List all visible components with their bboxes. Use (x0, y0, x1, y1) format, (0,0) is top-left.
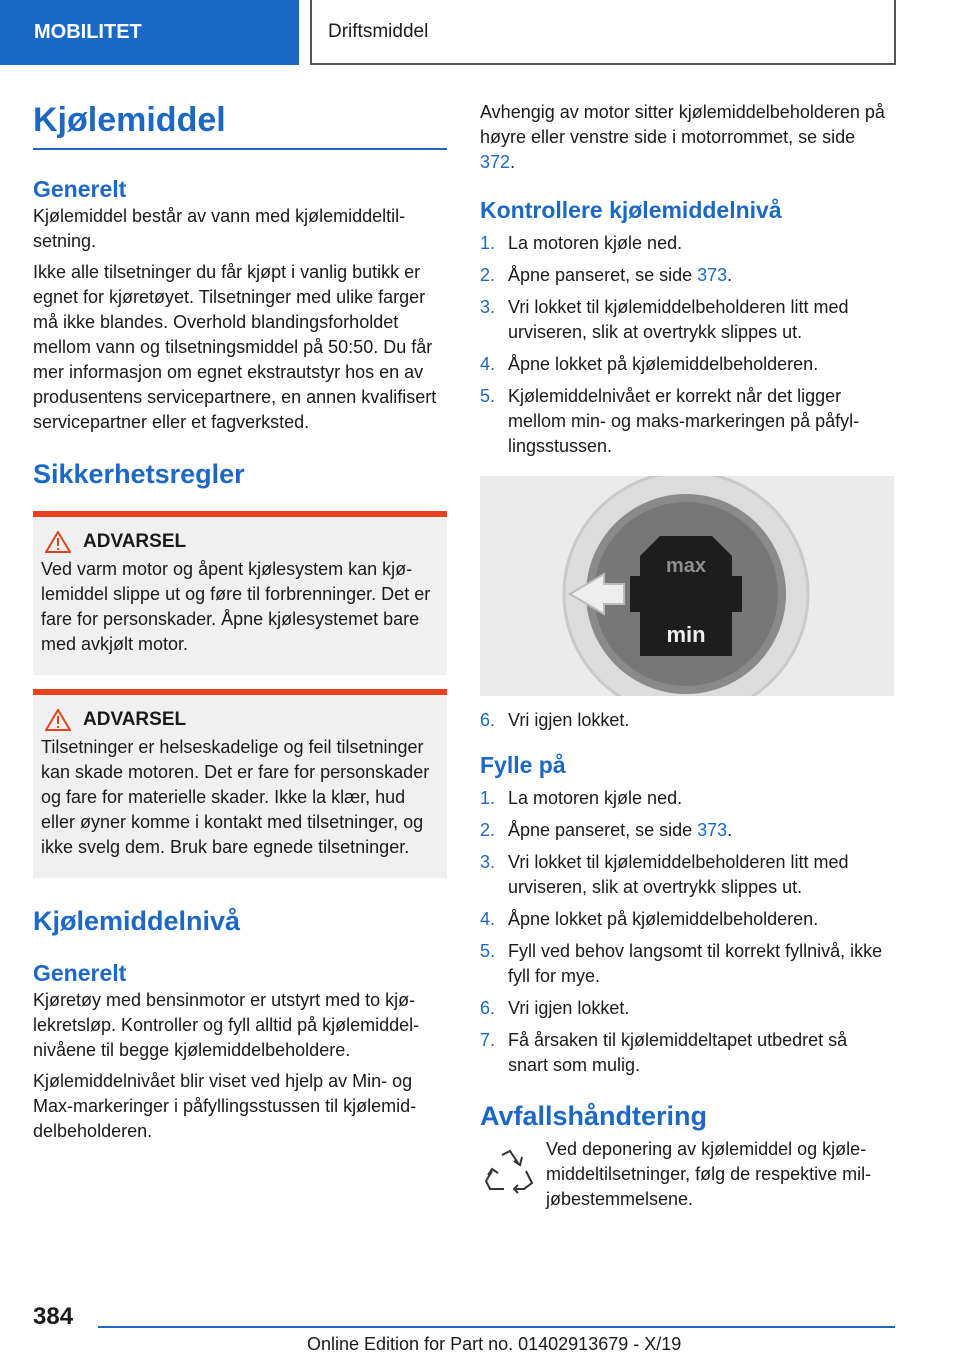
level-general-heading: Generelt (33, 960, 127, 986)
step-text-main: Åpne panseret, se side (508, 265, 698, 285)
list-item (480, 850, 892, 900)
warning-box-2 (33, 689, 447, 878)
step-number: 4. (480, 909, 496, 929)
list-item (480, 907, 892, 932)
page-title: Kjølemiddel (33, 100, 447, 150)
intro-paragraph (480, 100, 892, 175)
list-item (480, 384, 892, 459)
step-text-main: La motoren kjøle ned. (508, 233, 683, 253)
step-text (508, 907, 818, 932)
list-item (480, 996, 892, 1021)
list-item (480, 786, 892, 811)
chapter-header (310, 0, 896, 65)
step-text (508, 818, 732, 843)
step-text (508, 384, 892, 459)
list-item (480, 263, 892, 288)
step-text-main: La motoren kjøle ned. (508, 788, 683, 808)
step-number: 5. (480, 941, 496, 961)
fill-heading: Fylle på (480, 752, 566, 778)
list-item (480, 352, 892, 377)
step-text-main: Åpne panseret, se side (508, 820, 698, 840)
step-text-end: . (727, 265, 733, 285)
edition-text: Online Edition for Part no. 01402913679 - X/19 (307, 1334, 682, 1354)
check-steps-list (480, 231, 892, 459)
step-text (508, 1028, 892, 1078)
step-text-main: Vri lokket til kjølemiddelbeholderen litt med urviseren, slik at overtrykk slippes ut. (508, 852, 849, 897)
step-number: 3. (480, 852, 496, 872)
min-marking: min (666, 622, 706, 647)
step-number: 1. (480, 233, 496, 253)
general-paragraph-1: Kjølemiddel består av vann med kjølemiddeltilsetning. (33, 206, 406, 251)
page-link[interactable]: 373 (697, 265, 728, 285)
page-number: 384 (33, 1303, 74, 1330)
step-text (508, 263, 732, 288)
list-item (480, 1028, 892, 1078)
check-heading: Kontrollere kjølemiddelnivå (480, 197, 782, 223)
warning-triangle-icon (45, 709, 71, 731)
right-column (480, 100, 892, 1212)
warning-triangle-icon (45, 531, 71, 553)
page-link[interactable]: 373 (697, 820, 728, 840)
intro-end: . (510, 152, 516, 172)
step-text (508, 786, 682, 811)
coolant-reservoir-figure (480, 476, 894, 696)
step-text-main: Vri igjen lokket. (508, 998, 630, 1018)
disposal-text: Ved deponering av kjølemiddel og kjølemiddeltilsetninger, følg de respektive miljøbestemmelsene. (546, 1139, 872, 1209)
step-number: 4. (480, 354, 496, 374)
general-paragraph-2: Ikke alle tilsetninger du får kjøpt i vanlig butikk er egnet for kjøretøyet. Tilsetninger med ulike farger må ikke blandes. Overhold blandingsforholdet mellom vann og tilsetningsmiddel på 50:50. Du får mer informasjon om egnet ekstrautstyr hos en av produsentens servicepartnere, en annen kvalifisert servicepartner eller et fagverksted. (33, 262, 437, 432)
section-tab (0, 0, 299, 65)
step-number: 2. (480, 820, 496, 840)
list-item (480, 295, 892, 345)
list-item: 6. Vri igjen lokket. (480, 710, 630, 730)
recycle-icon (480, 1147, 538, 1197)
step-text-main: Få årsaken til kjølemiddeltapet utbedret så snart som mulig. (508, 1030, 848, 1075)
step-text-main: Kjølemiddelnivået er korrekt når det ligger mellom min- og maks-markeringen på påfyllingsstussen. (508, 386, 860, 456)
step-number: 2. (480, 265, 496, 285)
level-paragraph-2: Kjølemiddelnivået blir viset ved hjelp av Min- og Max-markeringer i påfyllingsstussen til kjølemiddelbeholderen. (33, 1071, 417, 1141)
step-number: 6. (480, 998, 496, 1018)
page-link[interactable]: 372 (480, 152, 511, 172)
level-heading: Kjølemiddelnivå (33, 906, 241, 936)
fill-steps-list (480, 786, 892, 1078)
list-item (480, 818, 892, 843)
list-item (480, 231, 892, 256)
step-text-main: Fyll ved behov langsomt til korrekt fyllnivå, ikke fyll for mye. (508, 941, 883, 986)
step-text (508, 996, 629, 1021)
warning-text: Tilsetninger er helseskadelige og feil tilsetninger kan skade motoren. Det er fare for personskader og fare for materielle skader. Ikke la klær, hud eller øyner komme i kontakt med tilsetninger, og ikke svelg dem. Bruk bare egnede tilsetninger. (41, 737, 430, 857)
step-text-main: Vri lokket til kjølemiddelbeholderen litt med urviseren, slik at overtrykk slippes ut. (508, 297, 849, 342)
general-heading: Generelt (33, 176, 127, 202)
step-number: 7. (480, 1030, 496, 1050)
warning-text: Ved varm motor og åpent kjølesystem kan kjølemiddel slippe ut og føre til forbrenninger. Det er fare for personskader. Åpne kjølesystemet bare med avkjølt motor. (41, 559, 431, 654)
footer-divider (98, 1326, 895, 1328)
step-text (508, 352, 818, 377)
section-label: MOBILITET (34, 21, 142, 43)
disposal-note (480, 1137, 892, 1212)
warning-label: ADVARSEL (83, 709, 187, 730)
step-text (508, 295, 892, 345)
warning-box-1 (33, 511, 447, 675)
left-column (33, 100, 447, 1144)
intro-text: Avhengig av motor sitter kjølemiddelbeholderen på høyre eller venstre side i motorrommet, se side (480, 102, 885, 147)
step-text (508, 850, 892, 900)
level-paragraph-1: Kjøretøy med bensinmotor er utstyrt med to kjølekretsløp. Kontroller og fyll alltid på kjølemiddelnivåene til begge kjølemiddelbeholdere. (33, 990, 420, 1060)
safety-heading: Sikkerhetsregler (33, 459, 245, 489)
step-number: 1. (480, 788, 496, 808)
max-marking: max (665, 555, 707, 577)
coolant-cap-illustration (480, 476, 894, 696)
disposal-heading: Avfallshåndtering (480, 1101, 708, 1131)
step-text-main: Åpne lokket på kjølemiddelbeholderen. (508, 354, 819, 374)
step-number: 5. (480, 386, 496, 406)
warning-label: ADVARSEL (83, 531, 187, 552)
step-text (508, 231, 682, 256)
step-text-main: Åpne lokket på kjølemiddelbeholderen. (508, 909, 819, 929)
chapter-label: Driftsmiddel (328, 20, 429, 42)
check-step-6-list (480, 708, 892, 733)
step-text (508, 939, 892, 989)
list-item (480, 939, 892, 989)
step-number: 3. (480, 297, 496, 317)
step-text-end: . (727, 820, 733, 840)
